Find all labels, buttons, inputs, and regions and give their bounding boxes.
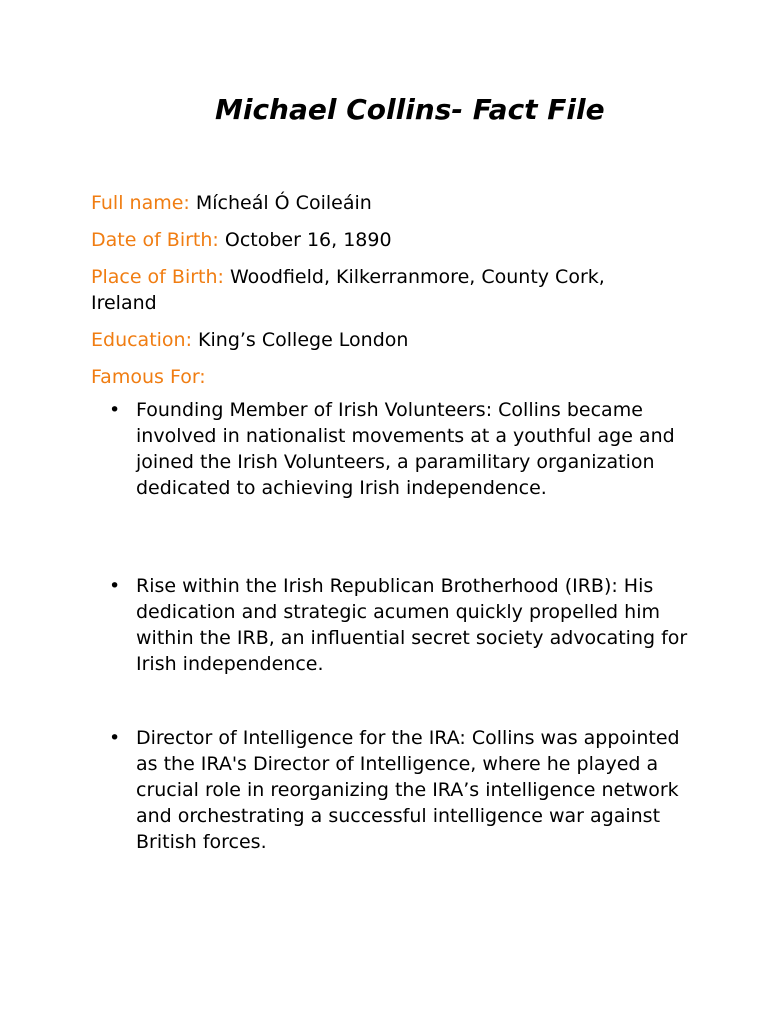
fact-label: Famous For: — [91, 366, 206, 388]
bullet-icon: • — [109, 399, 121, 421]
fact-value: King’s College London — [198, 329, 409, 351]
page-title: Michael Collins- Fact File — [215, 93, 605, 126]
list-item — [109, 573, 706, 677]
bullet-icon: • — [109, 575, 121, 597]
fact-place-of-birth — [91, 264, 671, 316]
fact-label: Date of Birth: — [91, 229, 219, 251]
list-item-text: Founding Member of Irish Volunteers: Collins became involved in nationalist movements at a youthful age and joined the Irish Volunteers, a paramilitary organization dedicated to achieving Irish independence. — [136, 399, 675, 499]
list-item — [109, 725, 706, 855]
bullet-icon: • — [109, 727, 121, 749]
fact-label: Place of Birth: — [91, 266, 224, 288]
fact-full-name — [91, 190, 671, 216]
fact-date-of-birth — [91, 227, 671, 253]
fact-education — [91, 327, 671, 353]
fact-value: Woodfield, Kilkerranmore, County Cork, Ireland — [91, 266, 605, 314]
fact-value: October 16, 1890 — [224, 229, 392, 251]
fact-famous-for — [91, 364, 671, 390]
fact-list — [91, 190, 671, 401]
list-item-text: Director of Intelligence for the IRA: Collins was appointed as the IRA's Director of Intelligence, where he played a crucial role in reorganizing the IRA’s intelligence network and orchestrating a successful intelligence war against British forces. — [136, 727, 680, 853]
list-item — [109, 397, 706, 501]
list-item-text: Rise within the Irish Republican Brotherhood (IRB): His dedication and strategic acumen quickly propelled him within the IRB, an influential secret society advocating for Irish independence. — [136, 575, 688, 675]
fact-label: Education: — [91, 329, 192, 351]
fact-value: Mícheál Ó Coileáin — [195, 192, 372, 214]
fact-label: Full name: — [91, 192, 190, 214]
